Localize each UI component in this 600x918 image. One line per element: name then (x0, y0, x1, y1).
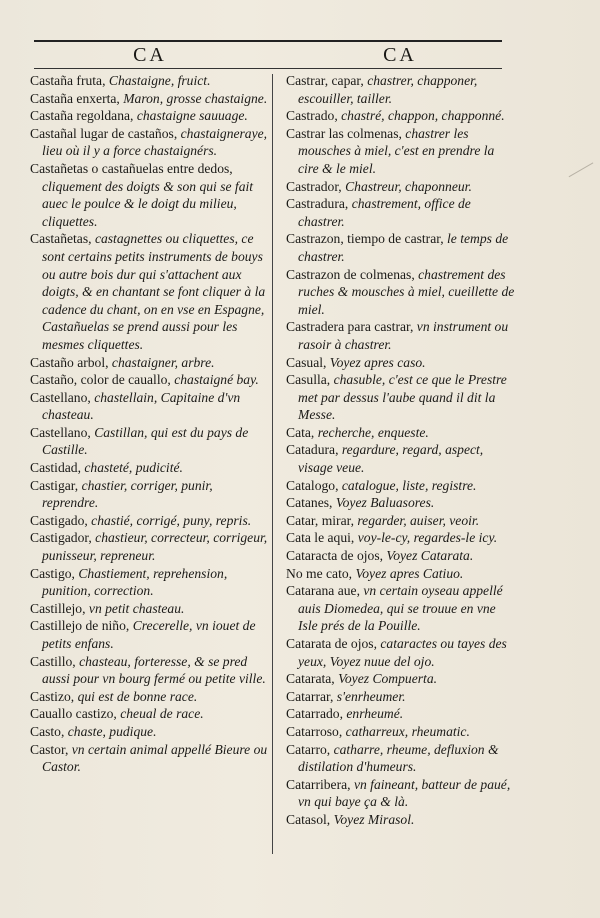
dictionary-entry (286, 512, 518, 530)
dictionary-entry (30, 72, 268, 90)
entry-headword: Catarribera, (286, 776, 354, 792)
entry-definition: chastrement des ruches & mousches à miel, cueillette de miel. (298, 266, 515, 317)
entry-headword: Catalogo, (286, 477, 342, 493)
entry-headword: Cata, (286, 424, 318, 440)
dictionary-entry (30, 741, 268, 776)
dictionary-entry (286, 811, 518, 829)
entry-headword: Castañetas o castañuelas entre dedos, (30, 160, 233, 176)
entry-headword: Catarana aue, (286, 583, 364, 599)
entry-definition: Castillan, qui est du pays de Castille. (42, 424, 249, 458)
entry-definition: chastaigné bay. (174, 372, 259, 388)
entry-definition: Voyez apres caso. (329, 354, 426, 370)
entry-headword: Cauallo castizo, (30, 706, 121, 722)
header-rule (34, 68, 502, 69)
dictionary-entry (286, 565, 518, 583)
entry-definition: Chastiement, reprehension, punition, correction. (42, 565, 228, 599)
entry-headword: Catarrado, (286, 706, 347, 722)
entry-headword: Cataracta de ojos, (286, 548, 387, 564)
entry-headword: Castigar, (30, 477, 82, 493)
entry-headword: Catadura, (286, 442, 342, 458)
dictionary-entry (286, 195, 518, 230)
entry-definition: voy-le-cy, regardes-le icy. (357, 530, 498, 546)
dictionary-entry (30, 389, 268, 424)
entry-definition: cliquement des doigts & son qui se fait auec le poulce & le doigt du milieu, cliquettes. (42, 178, 254, 229)
dictionary-entry (30, 125, 268, 160)
entry-headword: No me cato, (286, 565, 356, 581)
dictionary-entry (286, 705, 518, 723)
entry-definition: vn certain oyseau appellé auis Diomedea, qui se trouue en vne Isle prés de la Pouille. (298, 583, 503, 634)
entry-headword: Castellano, (30, 389, 95, 405)
entry-headword: Catar, mirar, (286, 512, 358, 528)
dictionary-entry (286, 547, 518, 565)
entry-definition: chastré, chappon, chapponné. (341, 108, 505, 124)
entry-definition: chastié, corrigé, puny, repris. (91, 512, 252, 528)
dictionary-entry (286, 424, 518, 442)
entry-headword: Castellano, (30, 424, 95, 440)
entry-definition: Crecerelle, vn iouet de petits enfans. (42, 618, 256, 651)
entry-headword: Catarro, (286, 741, 334, 757)
entry-definition: chastieur, correcteur, corrigeur, punisseur, repreneur. (42, 530, 268, 564)
entry-headword: Castañal lugar de castaños, (30, 125, 181, 141)
entry-definition: catalogue, liste, registre. (341, 477, 477, 493)
entry-headword: Castrazon de colmenas, (286, 266, 419, 282)
entry-headword: Castradura, (286, 196, 352, 212)
entry-definition: chastier, corriger, punir, reprendre. (42, 477, 213, 511)
dictionary-entry (286, 125, 518, 178)
dictionary-entry (286, 776, 518, 811)
dictionary-entry (30, 459, 268, 477)
dictionary-entry (30, 705, 268, 723)
entry-definition: Voyez Baluasores. (335, 495, 435, 511)
dictionary-entry (286, 318, 518, 353)
dictionary-entry (30, 160, 268, 230)
entry-definition: Voyez apres Catiuo. (355, 565, 464, 581)
entry-definition: s'enrheumer. (336, 688, 406, 704)
page-crease (569, 162, 600, 194)
dictionary-entry (30, 477, 268, 512)
entry-headword: Catarata, (286, 671, 339, 687)
column-divider (272, 74, 273, 854)
entry-definition: catharre, rheume, defluxion & distilation d'humeurs. (298, 741, 499, 775)
dictionary-entry (286, 688, 518, 706)
right-column (286, 72, 518, 829)
entry-definition: cataractes ou tayes des yeux, Voyez nuue del ojo. (298, 636, 507, 669)
entry-definition: chasteau, forteresse, & se pred aussi pour vn bourg fermé ou petite ville. (42, 653, 266, 687)
dictionary-entry (30, 688, 268, 706)
entry-definition: regarder, auiser, veoir. (357, 512, 480, 528)
entry-definition: Chastaigne, fruict. (108, 73, 211, 88)
dictionary-entry (286, 477, 518, 495)
dictionary-entry (286, 723, 518, 741)
dictionary-entry (30, 512, 268, 530)
entry-headword: Castidad, (30, 460, 85, 476)
entry-definition: chastaigneraye, lieu où il y a force chastaignérs. (42, 125, 268, 159)
dictionary-entry (30, 230, 268, 353)
dictionary-entry (286, 582, 518, 635)
entry-headword: Castaña enxerta, (30, 90, 124, 106)
entry-definition: chastaigner, arbre. (111, 354, 215, 370)
entry-headword: Cata le aqui, (286, 530, 358, 546)
entry-headword: Castrazon, tiempo de castrar, (286, 231, 448, 247)
entry-headword: Castaño, color de cauallo, (30, 372, 175, 388)
entry-definition: vn certain animal appellé Bieure ou Castor. (42, 741, 268, 775)
dictionary-entry (286, 741, 518, 776)
entry-definition: castagnettes ou cliquettes, ce sont certains petits instruments de bouys ou autre bois dur qui s'attachent aux doigts, & en chantant se font cliquer à la cadence du chant, on en vse en Espagne, Castañuelas se prend aussi pour les mesmes cliquettes. (42, 231, 266, 352)
entry-definition: chastrement, office de chastrer. (298, 196, 471, 229)
entry-headword: Castigo, (30, 565, 79, 581)
dictionary-entry (286, 178, 518, 196)
entry-definition: regardure, regard, aspect, visage veue. (298, 442, 484, 476)
entry-definition: recherche, enqueste. (317, 424, 429, 440)
entry-definition: chasteté, pudicité. (84, 460, 183, 476)
entry-definition: Maron, grosse chastaigne. (123, 90, 268, 106)
entry-headword: Catarroso, (286, 723, 346, 739)
dictionary-entry (30, 565, 268, 600)
entry-headword: Catasol, (286, 811, 334, 827)
entry-definition: Voyez Catarata. (386, 548, 474, 564)
entry-definition: catharreux, rheumatic. (345, 723, 470, 739)
dictionary-entry (30, 354, 268, 372)
left-column (30, 72, 268, 776)
dictionary-entry (30, 723, 268, 741)
dictionary-entry (30, 371, 268, 389)
entry-definition: Voyez Compuerta. (338, 671, 438, 687)
left-column-header: CA (133, 44, 167, 66)
entry-headword: Catanes, (286, 495, 336, 511)
dictionary-entry (286, 266, 518, 319)
right-column-header: CA (383, 44, 417, 66)
dictionary-entry (286, 72, 518, 107)
dictionary-entry (286, 441, 518, 476)
entry-definition: enrheumé. (346, 706, 404, 722)
entry-headword: Castigador, (30, 530, 96, 546)
top-rule (34, 40, 502, 42)
dictionary-entry (286, 354, 518, 372)
entry-definition: chastaigne sauuage. (136, 108, 248, 124)
entry-headword: Castaña regoldana, (30, 108, 137, 124)
dictionary-entry (30, 107, 268, 125)
dictionary-entry (30, 617, 268, 652)
entry-headword: Castaña fruta, (30, 73, 109, 88)
dictionary-entry (30, 600, 268, 618)
dictionary-entry (286, 107, 518, 125)
entry-definition: cheual de race. (120, 706, 204, 722)
entry-definition: Voyez Mirasol. (333, 811, 415, 827)
dictionary-entry (286, 230, 518, 265)
dictionary-entry (286, 494, 518, 512)
entry-definition: chastrer les mousches à miel, c'est en prendre la cire & le miel. (298, 125, 495, 176)
entry-definition: le temps de chastrer. (298, 231, 509, 264)
entry-headword: Castrado, (286, 108, 342, 124)
entry-headword: Castizo, (30, 688, 78, 704)
dictionary-entry (30, 424, 268, 459)
entry-headword: Castillejo, (30, 600, 89, 616)
entry-definition: chaste, pudique. (67, 723, 157, 739)
entry-headword: Castillejo de niño, (30, 618, 133, 634)
entry-definition: Chastreur, chaponneur. (345, 178, 472, 194)
entry-headword: Castradera para castrar, (286, 319, 417, 335)
dictionary-entry (286, 371, 518, 424)
entry-headword: Castrar, capar, (286, 73, 368, 88)
entry-headword: Castaño arbol, (30, 354, 112, 370)
entry-definition: qui est de bonne race. (77, 688, 198, 704)
entry-headword: Casulla, (286, 372, 334, 388)
entry-headword: Catarata de ojos, (286, 636, 381, 651)
dictionary-entry (30, 653, 268, 688)
entry-definition: chastellain, Capitaine d'vn chasteau. (42, 389, 241, 423)
entry-definition: chasuble, c'est ce que le Prestre met par dessus l'aube quand il dit la Messe. (298, 372, 507, 423)
entry-definition: chastrer, chapponer, escouiller, tailler. (298, 73, 478, 106)
entry-headword: Casual, (286, 354, 330, 370)
entry-headword: Casto, (30, 723, 68, 739)
dictionary-entry (286, 529, 518, 547)
entry-definition: vn instrument ou rasoir à chastrer. (298, 319, 509, 352)
dictionary-entry (286, 635, 518, 670)
entry-headword: Castrador, (286, 178, 346, 194)
entry-headword: Castañetas, (30, 231, 95, 247)
dictionary-entry (286, 670, 518, 688)
entry-headword: Castigado, (30, 512, 92, 528)
entry-headword: Castillo, (30, 653, 80, 669)
entry-headword: Castrar las colmenas, (286, 125, 406, 141)
dictionary-entry (30, 529, 268, 564)
entry-definition: vn faineant, batteur de paué, vn qui baye ça & là. (298, 776, 511, 810)
entry-definition: vn petit chasteau. (88, 600, 185, 616)
entry-headword: Catarrar, (286, 688, 337, 704)
dictionary-entry (30, 90, 268, 108)
entry-headword: Castor, (30, 741, 72, 757)
